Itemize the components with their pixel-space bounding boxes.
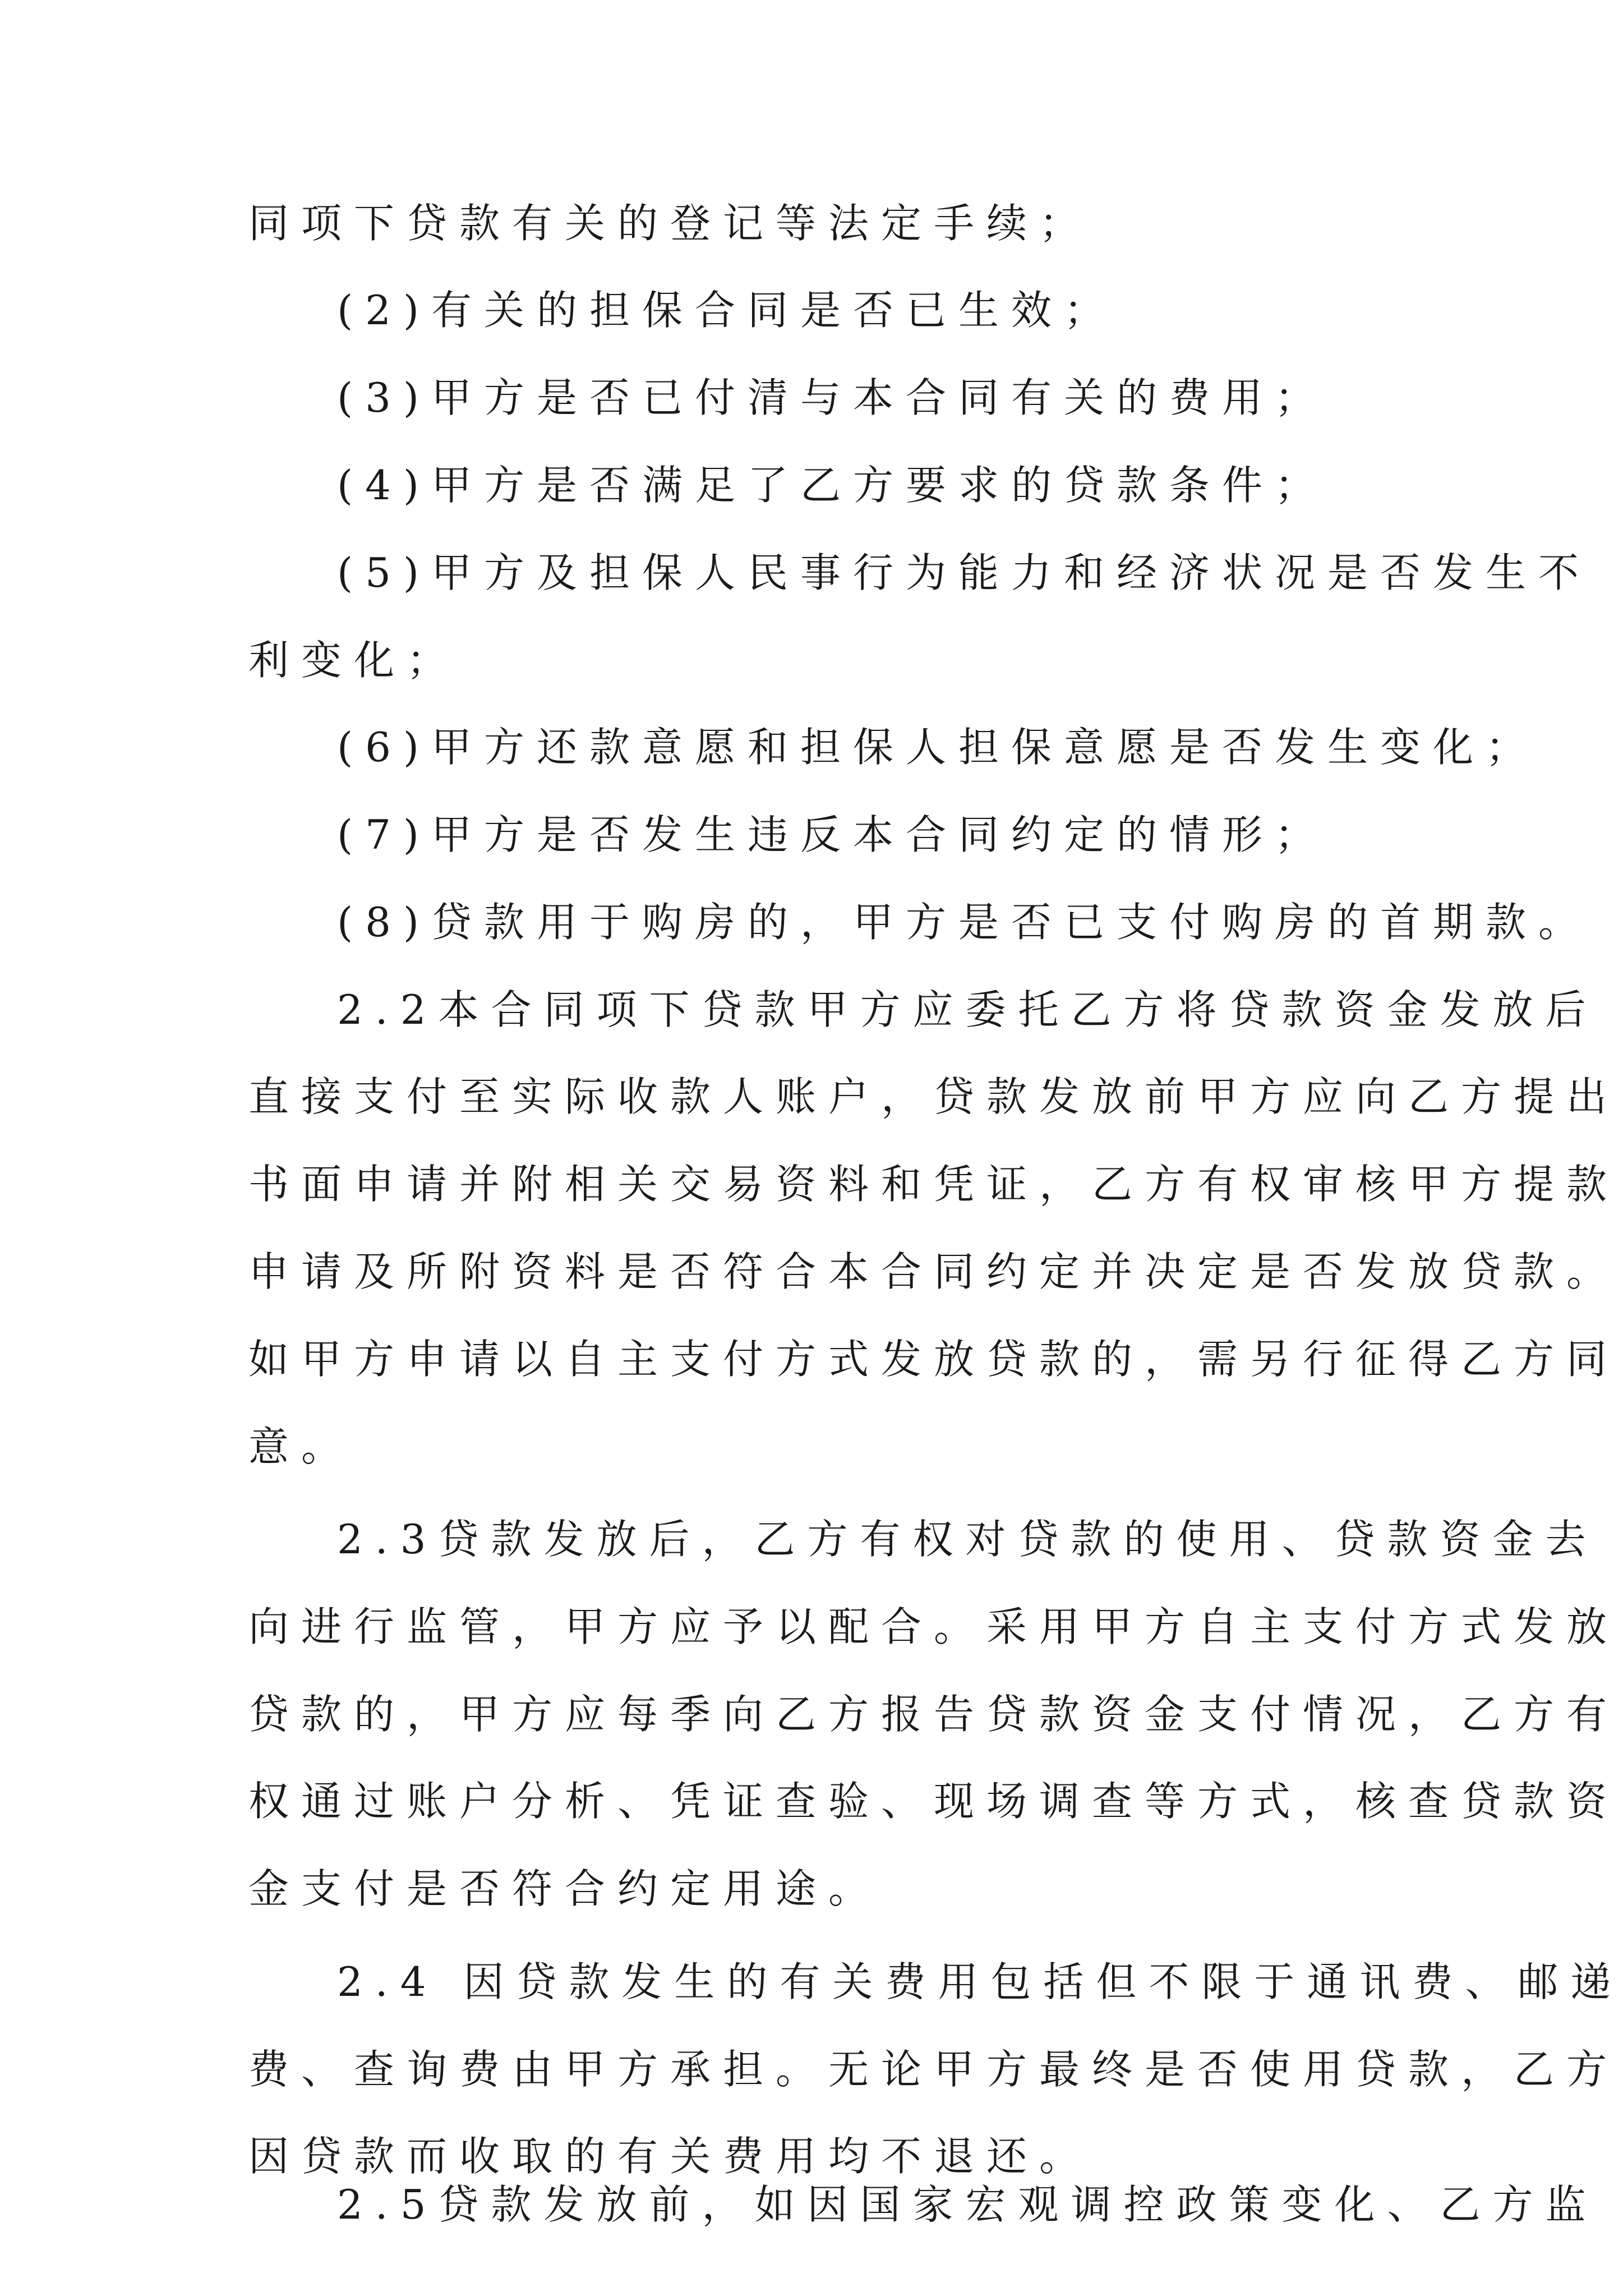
text-line-18: 贷款的，甲方应每季向乙方报告贷款资金支付情况，乙方有 bbox=[248, 1691, 1620, 1738]
text-line-13: 申请及所附资料是否符合本合同约定并决定是否发放贷款。 bbox=[248, 1248, 1620, 1295]
text-line-10: 2.2本合同项下贷款甲方应委托乙方将贷款资金发放后 bbox=[337, 986, 1598, 1033]
text-line-19: 权通过账户分析、凭证查验、现场调查等方式，核查贷款资 bbox=[248, 1778, 1620, 1825]
text-line-24: 2.5贷款发放前，如因国家宏观调控政策变化、乙方监 bbox=[337, 2181, 1598, 2228]
text-line-3: (3)甲方是否已付清与本合同有关的费用； bbox=[337, 374, 1327, 421]
text-line-2: (2)有关的担保合同是否已生效； bbox=[337, 287, 1117, 334]
text-line-12: 书面申请并附相关交易资料和凭证，乙方有权审核甲方提款 bbox=[248, 1161, 1620, 1208]
text-line-1: 同项下贷款有关的登记等法定手续； bbox=[248, 200, 1092, 247]
text-line-6: 利变化； bbox=[248, 637, 460, 684]
text-line-21: 2.4 因贷款发生的有关费用包括但不限于通讯费、邮递 bbox=[337, 1958, 1623, 2005]
text-line-17: 向进行监管，甲方应予以配合。采用甲方自主支付方式发放 bbox=[248, 1603, 1620, 1650]
text-line-23: 因贷款而收取的有关费用均不退还。 bbox=[248, 2133, 1092, 2180]
text-line-9: (8)贷款用于购房的，甲方是否已支付购房的首期款。 bbox=[337, 899, 1591, 946]
text-line-11: 直接支付至实际收款人账户，贷款发放前甲方应向乙方提出 bbox=[248, 1073, 1620, 1120]
text-line-4: (4)甲方是否满足了乙方要求的贷款条件； bbox=[337, 462, 1327, 509]
text-line-15: 意。 bbox=[248, 1423, 354, 1470]
text-line-20: 金支付是否符合约定用途。 bbox=[248, 1865, 882, 1912]
text-line-14: 如甲方申请以自主支付方式发放贷款的，需另行征得乙方同 bbox=[248, 1336, 1620, 1383]
text-line-22: 费、查询费由甲方承担。无论甲方最终是否使用贷款，乙方 bbox=[248, 2046, 1620, 2093]
text-line-7: (6)甲方还款意愿和担保人担保意愿是否发生变化； bbox=[337, 724, 1538, 771]
text-line-8: (7)甲方是否发生违反本合同约定的情形； bbox=[337, 811, 1327, 858]
text-line-16: 2.3贷款发放后，乙方有权对贷款的使用、贷款资金去 bbox=[337, 1516, 1598, 1563]
text-line-5: (5)甲方及担保人民事行为能力和经济状况是否发生不 bbox=[337, 549, 1591, 596]
